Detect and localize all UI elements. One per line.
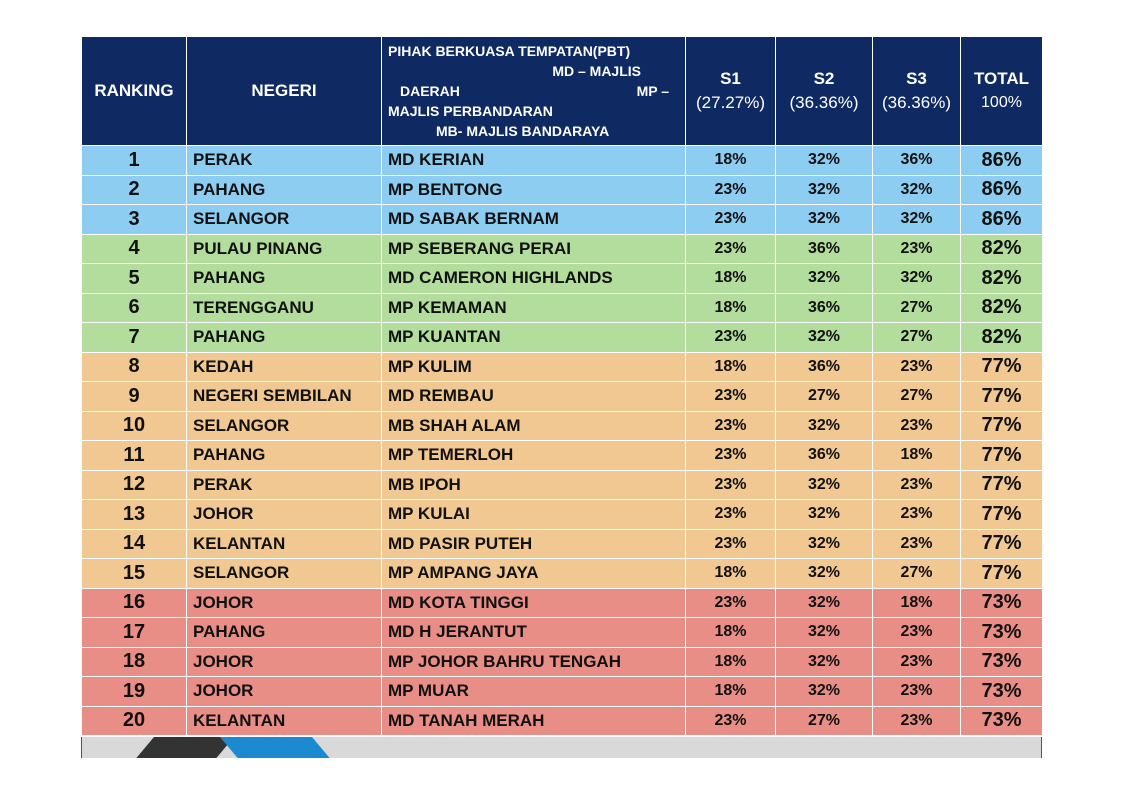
header-row <box>82 37 1043 146</box>
s2-cell: 27% <box>776 706 873 736</box>
negeri-cell: PERAK <box>187 146 382 176</box>
total-cell: 73% <box>961 618 1043 648</box>
table-row <box>82 500 1043 530</box>
negeri-cell: NEGERI SEMBILAN <box>187 382 382 412</box>
total-cell: 86% <box>961 175 1043 205</box>
pbt-cell: MB IPOH <box>382 470 686 500</box>
s1-cell: 23% <box>686 441 776 471</box>
s3-cell: 23% <box>873 647 961 677</box>
negeri-cell: SELANGOR <box>187 559 382 589</box>
table-row <box>82 529 1043 559</box>
negeri-cell: JOHOR <box>187 647 382 677</box>
rank-cell: 5 <box>82 264 187 294</box>
s3-cell: 18% <box>873 441 961 471</box>
rank-cell: 4 <box>82 234 187 264</box>
s3-cell: 27% <box>873 323 961 353</box>
s2-cell: 32% <box>776 323 873 353</box>
s2-cell: 36% <box>776 352 873 382</box>
table-row <box>82 352 1043 382</box>
s1-cell: 18% <box>686 146 776 176</box>
table-row <box>82 706 1043 736</box>
rank-cell: 15 <box>82 559 187 589</box>
pbt-cell: MP AMPANG JAYA <box>382 559 686 589</box>
s2-cell: 36% <box>776 234 873 264</box>
header-pbt <box>382 37 686 146</box>
total-cell: 73% <box>961 677 1043 707</box>
s1-cell: 23% <box>686 323 776 353</box>
s2-cell: 32% <box>776 647 873 677</box>
s1-cell: 23% <box>686 205 776 235</box>
table-row <box>82 146 1043 176</box>
table-row <box>82 470 1043 500</box>
pbt-cell: MP BENTONG <box>382 175 686 205</box>
header-s1-label: S1 <box>720 69 741 88</box>
s3-cell: 23% <box>873 411 961 441</box>
negeri-cell: JOHOR <box>187 500 382 530</box>
total-cell: 77% <box>961 470 1043 500</box>
rank-cell: 6 <box>82 293 187 323</box>
s2-cell: 32% <box>776 677 873 707</box>
pbt-cell: MP JOHOR BAHRU TENGAH <box>382 647 686 677</box>
s2-cell: 32% <box>776 500 873 530</box>
pbt-cell: MP TEMERLOH <box>382 441 686 471</box>
header-s2-label: S2 <box>813 69 835 88</box>
s1-cell: 18% <box>686 618 776 648</box>
negeri-cell: PAHANG <box>187 175 382 205</box>
pbt-cell: MP KEMAMAN <box>382 293 686 323</box>
table-row <box>82 293 1043 323</box>
s3-cell: 23% <box>873 677 961 707</box>
s1-cell: 18% <box>686 293 776 323</box>
total-cell: 82% <box>961 293 1043 323</box>
pbt-cell: MD REMBAU <box>382 382 686 412</box>
footer-bar <box>81 737 1042 758</box>
header-total-label: TOTAL <box>973 69 1030 88</box>
table-row <box>82 588 1043 618</box>
rank-cell: 8 <box>82 352 187 382</box>
total-cell: 73% <box>961 706 1043 736</box>
total-cell: 77% <box>961 382 1043 412</box>
rank-cell: 3 <box>82 205 187 235</box>
rank-cell: 1 <box>82 146 187 176</box>
s3-cell: 18% <box>873 588 961 618</box>
rank-cell: 19 <box>82 677 187 707</box>
negeri-cell: PAHANG <box>187 441 382 471</box>
negeri-cell: JOHOR <box>187 677 382 707</box>
header-s3-label: S3 <box>906 69 927 88</box>
header-s1-weight: (27.27%) <box>696 93 765 112</box>
pbt-cell: MP MUAR <box>382 677 686 707</box>
s2-cell: 32% <box>776 618 873 648</box>
s1-cell: 23% <box>686 382 776 412</box>
negeri-cell: PERAK <box>187 470 382 500</box>
negeri-cell: JOHOR <box>187 588 382 618</box>
s3-cell: 23% <box>873 352 961 382</box>
pbt-cell: MP SEBERANG PERAI <box>382 234 686 264</box>
s1-cell: 23% <box>686 470 776 500</box>
rank-cell: 20 <box>82 706 187 736</box>
s3-cell: 23% <box>873 234 961 264</box>
s1-cell: 23% <box>686 706 776 736</box>
rank-cell: 14 <box>82 529 187 559</box>
s2-cell: 32% <box>776 175 873 205</box>
negeri-cell: SELANGOR <box>187 411 382 441</box>
s1-cell: 23% <box>686 588 776 618</box>
header-total <box>961 37 1043 146</box>
negeri-cell: SELANGOR <box>187 205 382 235</box>
s3-cell: 27% <box>873 293 961 323</box>
header-pbt-line2: MD – MAJLIS <box>552 63 641 79</box>
s3-cell: 23% <box>873 529 961 559</box>
negeri-cell: PULAU PINANG <box>187 234 382 264</box>
header-pbt-line3a: DAERAH <box>400 83 460 99</box>
negeri-cell: KELANTAN <box>187 529 382 559</box>
total-cell: 77% <box>961 411 1043 441</box>
s2-cell: 32% <box>776 559 873 589</box>
s3-cell: 23% <box>873 618 961 648</box>
pbt-cell: MD PASIR PUTEH <box>382 529 686 559</box>
table-row <box>82 441 1043 471</box>
table-row <box>82 559 1043 589</box>
rank-cell: 18 <box>82 647 187 677</box>
table-row <box>82 382 1043 412</box>
s3-cell: 23% <box>873 470 961 500</box>
pbt-cell: MB SHAH ALAM <box>382 411 686 441</box>
header-pbt-line3 <box>388 81 679 101</box>
s1-cell: 23% <box>686 234 776 264</box>
s2-cell: 27% <box>776 382 873 412</box>
s2-cell: 32% <box>776 588 873 618</box>
negeri-cell: KEDAH <box>187 352 382 382</box>
s2-cell: 32% <box>776 264 873 294</box>
header-pbt-line1: PIHAK BERKUASA TEMPATAN(PBT) <box>388 43 631 59</box>
s3-cell: 27% <box>873 559 961 589</box>
pbt-cell: MD SABAK BERNAM <box>382 205 686 235</box>
s1-cell: 18% <box>686 559 776 589</box>
header-s2 <box>776 37 873 146</box>
footer-stripe-dark <box>136 737 234 758</box>
negeri-cell: PAHANG <box>187 323 382 353</box>
rank-cell: 16 <box>82 588 187 618</box>
total-cell: 86% <box>961 146 1043 176</box>
pbt-cell: MD TANAH MERAH <box>382 706 686 736</box>
header-pbt-line5: MB- MAJLIS BANDARAYA <box>436 123 610 139</box>
total-cell: 82% <box>961 264 1043 294</box>
pbt-cell: MP KULAI <box>382 500 686 530</box>
total-cell: 77% <box>961 500 1043 530</box>
s2-cell: 32% <box>776 470 873 500</box>
total-cell: 86% <box>961 205 1043 235</box>
s2-cell: 32% <box>776 529 873 559</box>
table-row <box>82 205 1043 235</box>
pbt-cell: MP KULIM <box>382 352 686 382</box>
negeri-cell: PAHANG <box>187 618 382 648</box>
header-pbt-line3b: MP – <box>636 83 669 99</box>
table-row <box>82 618 1043 648</box>
table-row <box>82 647 1043 677</box>
negeri-cell: TERENGGANU <box>187 293 382 323</box>
table-row <box>82 175 1043 205</box>
s1-cell: 18% <box>686 647 776 677</box>
header-s1 <box>686 37 776 146</box>
rank-cell: 9 <box>82 382 187 412</box>
rank-cell: 17 <box>82 618 187 648</box>
pbt-cell: MD KERIAN <box>382 146 686 176</box>
total-cell: 77% <box>961 441 1043 471</box>
total-cell: 82% <box>961 234 1043 264</box>
header-pbt-line4: MAJLIS PERBANDARAN <box>388 103 553 119</box>
pbt-cell: MD CAMERON HIGHLANDS <box>382 264 686 294</box>
s1-cell: 18% <box>686 677 776 707</box>
s3-cell: 32% <box>873 264 961 294</box>
rank-cell: 10 <box>82 411 187 441</box>
footer-stripe-blue <box>220 737 330 758</box>
header-negeri: NEGERI <box>187 37 382 146</box>
s1-cell: 23% <box>686 500 776 530</box>
s1-cell: 23% <box>686 529 776 559</box>
header-total-weight: 100% <box>981 94 1022 111</box>
pbt-cell: MP KUANTAN <box>382 323 686 353</box>
s3-cell: 36% <box>873 146 961 176</box>
total-cell: 73% <box>961 647 1043 677</box>
table-body <box>82 146 1043 736</box>
table-row <box>82 323 1043 353</box>
s1-cell: 23% <box>686 175 776 205</box>
header-s3 <box>873 37 961 146</box>
total-cell: 77% <box>961 559 1043 589</box>
rank-cell: 2 <box>82 175 187 205</box>
rank-cell: 12 <box>82 470 187 500</box>
total-cell: 82% <box>961 323 1043 353</box>
rank-cell: 7 <box>82 323 187 353</box>
ranking-table <box>81 36 1043 736</box>
s2-cell: 36% <box>776 441 873 471</box>
negeri-cell: PAHANG <box>187 264 382 294</box>
table-row <box>82 264 1043 294</box>
pbt-cell: MD H JERANTUT <box>382 618 686 648</box>
header-s3-weight: (36.36%) <box>882 93 951 112</box>
s2-cell: 32% <box>776 205 873 235</box>
s3-cell: 32% <box>873 175 961 205</box>
table-header <box>82 37 1043 146</box>
s1-cell: 18% <box>686 352 776 382</box>
s3-cell: 23% <box>873 706 961 736</box>
table-row <box>82 234 1043 264</box>
pbt-cell: MD KOTA TINGGI <box>382 588 686 618</box>
s3-cell: 27% <box>873 382 961 412</box>
total-cell: 73% <box>961 588 1043 618</box>
s3-cell: 23% <box>873 500 961 530</box>
s2-cell: 32% <box>776 411 873 441</box>
s3-cell: 32% <box>873 205 961 235</box>
negeri-cell: KELANTAN <box>187 706 382 736</box>
rank-cell: 13 <box>82 500 187 530</box>
table-row <box>82 411 1043 441</box>
header-s2-weight: (36.36%) <box>789 93 859 112</box>
s2-cell: 32% <box>776 146 873 176</box>
total-cell: 77% <box>961 529 1043 559</box>
table-row <box>82 677 1043 707</box>
total-cell: 77% <box>961 352 1043 382</box>
s2-cell: 36% <box>776 293 873 323</box>
s1-cell: 18% <box>686 264 776 294</box>
rank-cell: 11 <box>82 441 187 471</box>
s1-cell: 23% <box>686 411 776 441</box>
header-ranking: RANKING <box>82 37 187 146</box>
